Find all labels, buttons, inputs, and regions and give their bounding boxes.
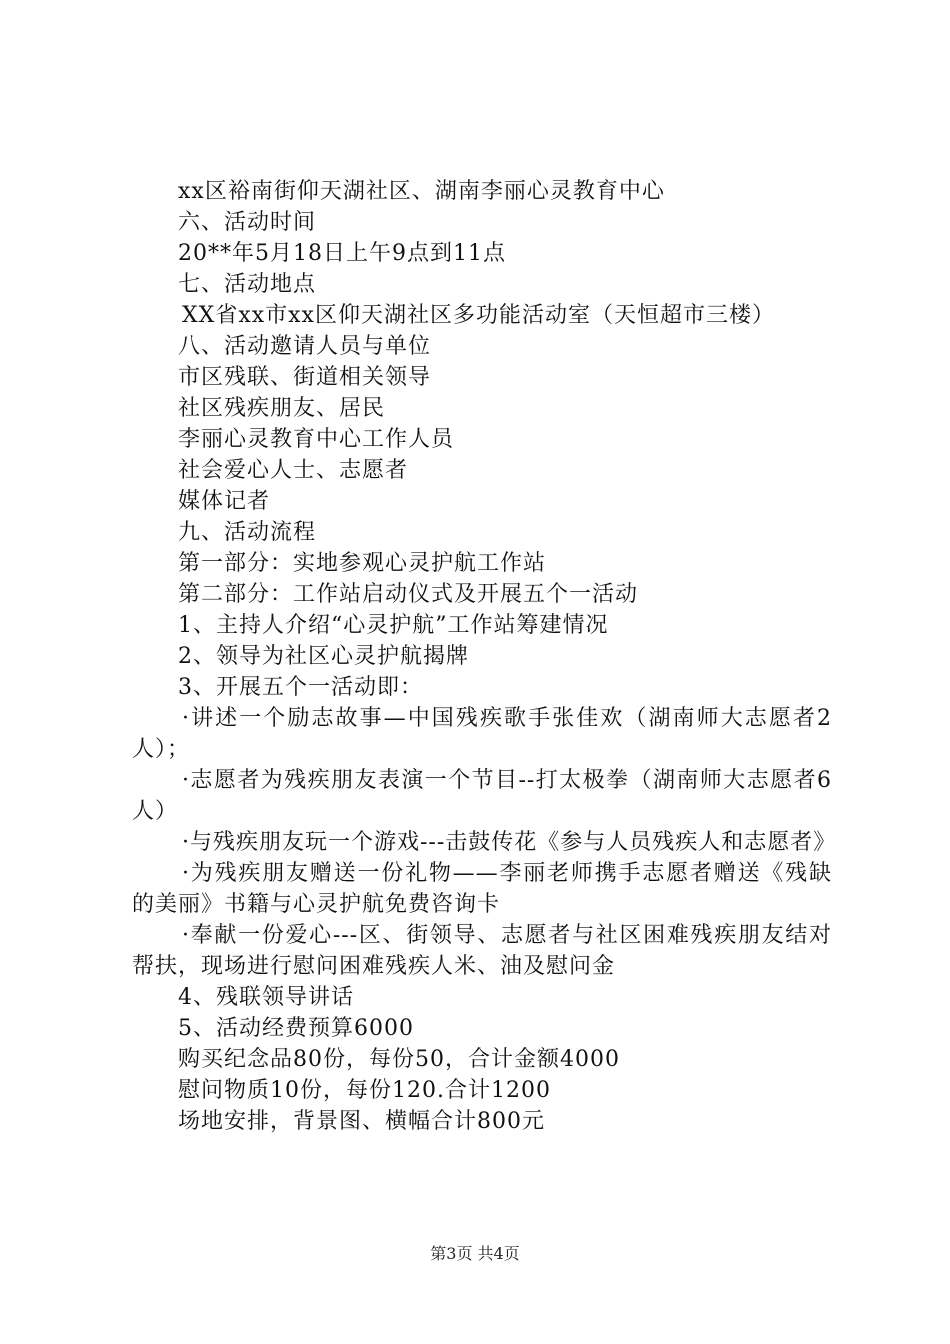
text-line: 慰问物质10份，每份120.合计1200: [178, 1078, 551, 1103]
text-paragraph: XX省xx市xx区仰天湖社区多功能活动室（天恒超市三楼）: [182, 303, 775, 328]
text-line: 购买纪念品80份，每份50，合计金额4000: [178, 1047, 620, 1072]
text-line: 李丽心灵教育中心工作人员: [178, 427, 455, 452]
bullet-item: ·志愿者为残疾朋友表演一个节目--打太极拳（湖南师大志愿者6人）: [132, 768, 832, 824]
page-footer: 第3页 共4页: [430, 1244, 520, 1263]
list-item: 1、主持人介绍“心灵护航”工作站筹建情况: [178, 613, 609, 638]
text-line: 市区残联、街道相关领导: [178, 365, 432, 390]
section-heading: 九、活动流程: [178, 520, 317, 545]
section-heading: 七、活动地点: [178, 272, 317, 297]
section-heading: 八、活动邀请人员与单位: [178, 334, 432, 359]
text-line: 媒体记者: [178, 489, 271, 514]
text-line: 场地安排，背景图、横幅合计800元: [178, 1109, 545, 1134]
list-item: 3、开展五个一活动即：: [178, 675, 423, 700]
bullet-item: ·为残疾朋友赠送一份礼物——李丽老师携手志愿者赠送《残缺的美丽》书籍与心灵护航免费咨询卡: [132, 861, 832, 917]
list-item: 5、活动经费预算6000: [178, 1016, 414, 1041]
text-line: 第一部分：实地参观心灵护航工作站: [178, 551, 547, 576]
bullet-item: ·奉献一份爱心---区、街领导、志愿者与社区困难残疾朋友结对帮扶，现场进行慰问困难残疾人米、油及慰问金: [132, 923, 832, 979]
bullet-item: ·讲述一个励志故事—中国残疾歌手张佳欢（湖南师大志愿者2人）；: [132, 706, 832, 762]
text-line: 第二部分：工作站启动仪式及开展五个一活动: [178, 582, 639, 607]
text-line: 社会爱心人士、志愿者: [178, 458, 409, 483]
bullet-item: ·与残疾朋友玩一个游戏---击鼓传花《参与人员残疾人和志愿者》: [182, 830, 837, 855]
list-item: 2、领导为社区心灵护航揭牌: [178, 644, 469, 669]
text-line: 20**年5月18日上午9点到11点: [178, 241, 506, 266]
section-heading: 六、活动时间: [178, 210, 317, 235]
list-item: 4、残联领导讲话: [178, 985, 354, 1010]
document-body: [132, 176, 837, 1137]
text-line: 社区残疾朋友、居民: [178, 396, 386, 421]
text-line: xx区裕南街仰天湖社区、湖南李丽心灵教育中心: [178, 179, 665, 204]
